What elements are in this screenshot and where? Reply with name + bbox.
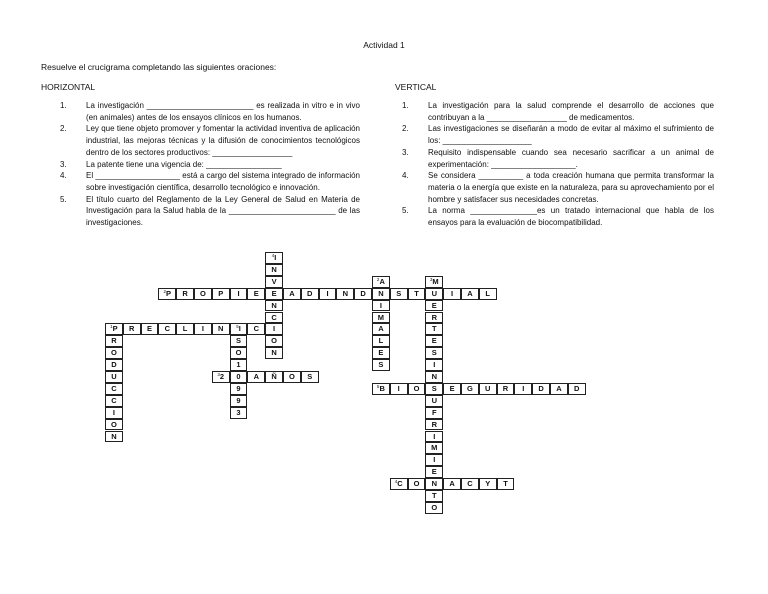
cell-letter: I (112, 407, 115, 417)
clue-item: 5. La norma _______________es un tratado internacional que habla de los ensayos para la evaluación de biocompatibilidad. (402, 206, 714, 228)
crossword-cell[interactable] (425, 300, 443, 312)
clue-item: 1. La investigación ________________________ es realizada in vitro e in vivo (en animales) antes de los ensayos clínicos en los humanos. (60, 101, 360, 122)
crossword-cell[interactable] (265, 312, 283, 324)
clue-item: 3. Requisito indispensable cuando sea necesario sacrificar a un animal de experimentación: ___________________. (402, 147, 714, 169)
instructions: Resuelve el crucigrama completando las siguientes oraciones: (41, 62, 277, 72)
cell-letter: 2 (219, 372, 225, 381)
cell-letter: D (360, 288, 366, 298)
cell-letter: I (201, 324, 204, 334)
crossword-cell[interactable] (265, 252, 283, 264)
cell-letter: P (218, 288, 224, 298)
cell-letter: V (271, 276, 277, 286)
crossword-cell[interactable] (408, 478, 426, 490)
crossword-cell[interactable] (105, 323, 123, 335)
cell-letter: D (573, 383, 580, 393)
cell-letter: D (538, 383, 544, 393)
crossword-cell[interactable] (497, 478, 515, 490)
crossword-cell[interactable] (461, 478, 479, 490)
crossword-cell[interactable] (425, 502, 443, 514)
cell-letter: D (306, 288, 313, 298)
crossword-cell[interactable] (230, 407, 248, 419)
crossword-cell[interactable] (372, 323, 390, 335)
cell-letter: S (307, 372, 313, 381)
cell-letter: B (379, 383, 385, 393)
crossword-cell[interactable] (425, 454, 443, 466)
crossword-cell[interactable] (230, 371, 248, 383)
crossword-cell[interactable] (212, 323, 230, 335)
cell-letter: S (431, 348, 437, 358)
cell-letter: 1 (236, 360, 241, 370)
crossword-cell[interactable] (443, 288, 461, 300)
crossword-cell[interactable] (158, 288, 176, 300)
cell-letter: Ñ (271, 372, 277, 381)
clue-number: 3 (217, 372, 220, 377)
crossword-cell[interactable] (265, 264, 283, 276)
cell-letter: O (288, 372, 295, 381)
crossword-cell[interactable] (425, 442, 443, 454)
crossword-cell[interactable] (425, 466, 443, 478)
crossword-cell[interactable] (194, 323, 212, 335)
crossword-cell[interactable] (105, 395, 123, 407)
cell-letter: I (433, 455, 436, 465)
cell-letter: U (431, 395, 437, 405)
crossword-cell[interactable] (301, 288, 319, 300)
crossword-cell[interactable] (194, 288, 212, 300)
cell-letter: R (431, 419, 437, 429)
cell-letter: G (466, 383, 473, 393)
cell-letter: E (146, 324, 152, 334)
crossword-cell[interactable] (158, 323, 176, 335)
cell-letter: I (274, 253, 277, 262)
crossword-cell[interactable] (230, 323, 248, 335)
vertical-heading: VERTICAL (395, 82, 437, 92)
crossword-cell[interactable] (230, 288, 248, 300)
crossword-cell[interactable] (301, 371, 319, 383)
cell-letter: T (431, 491, 437, 500)
cell-letter: N (431, 372, 437, 381)
crossword-cell[interactable] (372, 359, 390, 371)
crossword-cell[interactable] (105, 407, 123, 419)
cell-letter: T (431, 324, 437, 334)
cell-letter: 9 (236, 395, 241, 405)
crossword-cell[interactable] (265, 288, 283, 300)
cell-letter: 9 (236, 383, 241, 393)
crossword-cell[interactable] (265, 347, 283, 359)
cell-letter: C (271, 312, 277, 322)
crossword-cell[interactable] (408, 288, 426, 300)
crossword-cell[interactable] (230, 347, 248, 359)
cell-letter: T (414, 288, 419, 298)
clue-item: 2. Ley que tiene objeto promover y fomentar la actividad inventiva de aplicación industrial, las mejoras técnicas y la difusión de conocimientos tecnológicos dentro de los sectores productivos: __________________ (60, 124, 360, 157)
cell-letter: O (235, 348, 242, 358)
cell-letter: M (431, 443, 438, 453)
clue-number: 4 (394, 479, 398, 485)
cell-letter: A (253, 372, 259, 381)
crossword-cell[interactable] (265, 323, 283, 335)
cell-letter: M (432, 276, 439, 286)
crossword-cell[interactable] (425, 419, 443, 431)
cell-letter: R (502, 383, 509, 393)
clue-number: 2 (163, 288, 167, 294)
clue-item: 1. La investigación para la salud comprende el desarrollo de acciones que contribuyan a la __________________ de medicamentos. (402, 101, 714, 122)
crossword-cell[interactable] (283, 288, 301, 300)
cell-letter: T (503, 479, 508, 489)
crossword-cell[interactable] (372, 300, 390, 312)
cell-letter: N (378, 288, 384, 298)
cell-letter: 3 (236, 407, 241, 417)
cell-letter: S (396, 288, 402, 298)
crossword-cell[interactable] (425, 395, 443, 407)
cell-letter: I (397, 383, 400, 393)
crossword-cell[interactable] (568, 383, 586, 395)
clue-number: 3 (429, 276, 433, 282)
crossword-cell[interactable] (479, 288, 497, 300)
cell-letter: A (467, 288, 473, 298)
cell-letter: E (271, 288, 277, 298)
crossword-cell[interactable] (372, 335, 390, 347)
crossword-cell[interactable] (479, 478, 497, 490)
cell-letter: I (273, 324, 276, 334)
cell-letter: C (467, 479, 473, 489)
crossword-cell[interactable] (550, 383, 568, 395)
clue-item: 2. Las investigaciones se diseñarán a modo de evitar al máximo el sufrimiento de los: ____________________ (402, 124, 714, 146)
cell-letter: O (431, 502, 438, 512)
cell-letter: A (556, 383, 562, 393)
crossword-cell[interactable] (105, 419, 123, 431)
clue-item: 4. El ___________________ está a cargo del sistema integrado de información sobre investigación científica, desarrollo tecnológico e innovación. (60, 171, 360, 192)
cell-letter: E (431, 336, 437, 346)
cell-letter: L (378, 336, 384, 346)
cell-letter: E (431, 467, 437, 477)
crossword-cell[interactable] (319, 288, 337, 300)
clue-number: 5 (236, 324, 239, 330)
cell-letter: 0 (236, 372, 241, 381)
cell-letter: C (111, 383, 117, 393)
crossword-cell[interactable] (354, 288, 372, 300)
cell-letter: N (271, 300, 277, 310)
crossword-cell[interactable] (461, 288, 479, 300)
cell-letter: I (522, 383, 525, 393)
cell-letter: C (111, 395, 117, 405)
crossword-cell[interactable] (479, 383, 497, 395)
crossword-cell[interactable] (265, 371, 283, 383)
cell-letter: O (271, 336, 277, 346)
crossword-cell[interactable] (230, 383, 248, 395)
cell-letter: A (289, 288, 295, 298)
crossword-cell[interactable] (372, 347, 390, 359)
crossword-cell[interactable] (105, 335, 123, 347)
crossword-cell[interactable] (265, 335, 283, 347)
crossword-cell[interactable] (372, 312, 390, 324)
crossword-cell[interactable] (425, 288, 443, 300)
cell-letter: U (111, 372, 117, 381)
crossword-cell[interactable] (212, 371, 230, 383)
cell-letter: A (379, 276, 385, 286)
cell-letter: O (199, 288, 206, 298)
cell-letter: S (431, 383, 437, 393)
cell-letter: I (379, 300, 382, 310)
clue-number: 2 (376, 276, 380, 282)
crossword-cell[interactable] (425, 276, 443, 288)
cell-letter: I (238, 324, 241, 334)
page-title: Actividad 1 (363, 40, 405, 50)
cell-letter: E (449, 383, 455, 393)
cell-letter: N (342, 288, 348, 298)
crossword-cell[interactable] (532, 383, 550, 395)
cell-letter: I (326, 288, 329, 298)
crossword-cell[interactable] (336, 288, 354, 300)
crossword-cell[interactable] (105, 383, 123, 395)
cell-letter: I (433, 360, 436, 370)
crossword-cell[interactable] (390, 478, 408, 490)
cell-letter: N (271, 264, 277, 274)
crossword-cell[interactable] (230, 359, 248, 371)
cell-letter: N (111, 431, 117, 441)
crossword-cell[interactable] (425, 383, 443, 395)
crossword-cell[interactable] (443, 478, 461, 490)
cell-letter: S (378, 360, 384, 370)
cell-letter: O (413, 383, 420, 393)
crossword-cell[interactable] (123, 323, 141, 335)
crossword-cell[interactable] (372, 288, 390, 300)
crossword-cell[interactable] (425, 478, 443, 490)
cell-letter: O (413, 479, 420, 489)
crossword-cell[interactable] (372, 383, 390, 395)
cell-letter: E (378, 348, 384, 358)
cell-letter: C (253, 324, 259, 334)
crossword-cell[interactable] (425, 407, 443, 419)
crossword-cell[interactable] (425, 431, 443, 443)
cell-letter: A (449, 479, 455, 489)
cell-letter: N (217, 324, 224, 334)
crossword-cell[interactable] (514, 383, 532, 395)
clue-item: 5. El título cuarto del Reglamento de la Ley General de Salud en Materia de Investigación para la Salud habla de la ________________________ de las investigaciones. (60, 194, 360, 228)
crossword-cell[interactable] (105, 347, 123, 359)
crossword-cell[interactable] (212, 288, 230, 300)
crossword-cell[interactable] (497, 383, 515, 395)
crossword-cell[interactable] (425, 312, 443, 324)
crossword-cell[interactable] (247, 288, 265, 300)
clue-number: 1 (110, 324, 113, 330)
cell-letter: N (271, 348, 277, 358)
crossword-cell[interactable] (390, 288, 408, 300)
cell-letter: P (166, 288, 172, 298)
crossword-cell[interactable] (425, 347, 443, 359)
crossword-cell[interactable] (105, 359, 123, 371)
cell-letter: R (111, 336, 117, 346)
cell-letter: F (431, 407, 437, 417)
cell-letter: U (431, 288, 437, 298)
crossword-cell[interactable] (425, 323, 443, 335)
cell-letter: R (128, 324, 135, 334)
crossword-cell[interactable] (105, 431, 123, 443)
crossword-cell[interactable] (408, 383, 426, 395)
cell-letter: M (377, 312, 385, 322)
crossword-cell[interactable] (443, 383, 461, 395)
cell-letter: Y (485, 479, 491, 489)
crossword-cell[interactable] (283, 371, 301, 383)
cell-letter: R (182, 288, 188, 298)
crossword-cell[interactable] (141, 323, 159, 335)
cell-letter: I (433, 431, 436, 441)
cell-letter: S (235, 336, 241, 346)
crossword-cell[interactable] (265, 276, 283, 288)
cell-letter: P (112, 324, 118, 334)
cell-letter: A (378, 324, 384, 334)
crossword-cell[interactable] (176, 288, 194, 300)
crossword-cell[interactable] (425, 490, 443, 502)
crossword-cell[interactable] (230, 395, 248, 407)
clue-number: 5 (376, 383, 380, 389)
crossword-cell[interactable] (425, 359, 443, 371)
crossword-cell[interactable] (461, 383, 479, 395)
crossword-cell[interactable] (425, 371, 443, 383)
crossword-cell[interactable] (247, 371, 265, 383)
cell-letter: I (451, 288, 454, 298)
cell-letter: I (237, 288, 240, 298)
crossword-cell[interactable] (265, 300, 283, 312)
cell-letter: E (253, 288, 259, 298)
crossword-cell[interactable] (230, 335, 248, 347)
crossword-cell[interactable] (247, 323, 265, 335)
cell-letter: D (111, 360, 117, 370)
crossword-cell[interactable] (105, 371, 123, 383)
cell-letter: L (485, 288, 490, 298)
cell-letter: R (431, 312, 437, 322)
cell-letter: N (431, 479, 437, 489)
cell-letter: O (110, 419, 117, 429)
crossword-cell[interactable] (390, 383, 408, 395)
cell-letter: U (484, 383, 491, 393)
cell-letter: L (182, 324, 188, 334)
clue-item: 4. Se considera __________ a toda creación humana que permita transformar la materia o la energía que existe en la naturaleza, para su aprovechamiento por el hombre y satisfacer sus necesidades concretas. (402, 171, 714, 204)
cell-letter: O (110, 348, 117, 358)
cell-letter: C (164, 324, 170, 334)
cell-letter: C (397, 479, 403, 489)
crossword-cell[interactable] (372, 276, 390, 288)
crossword-cell[interactable] (176, 323, 194, 335)
crossword-cell[interactable] (425, 335, 443, 347)
cell-letter: E (431, 300, 437, 310)
clue-item: 3. La patente tiene una vigencia de: _________________ (60, 159, 282, 169)
clue-number: 4 (271, 253, 275, 258)
horizontal-heading: HORIZONTAL (41, 82, 96, 92)
